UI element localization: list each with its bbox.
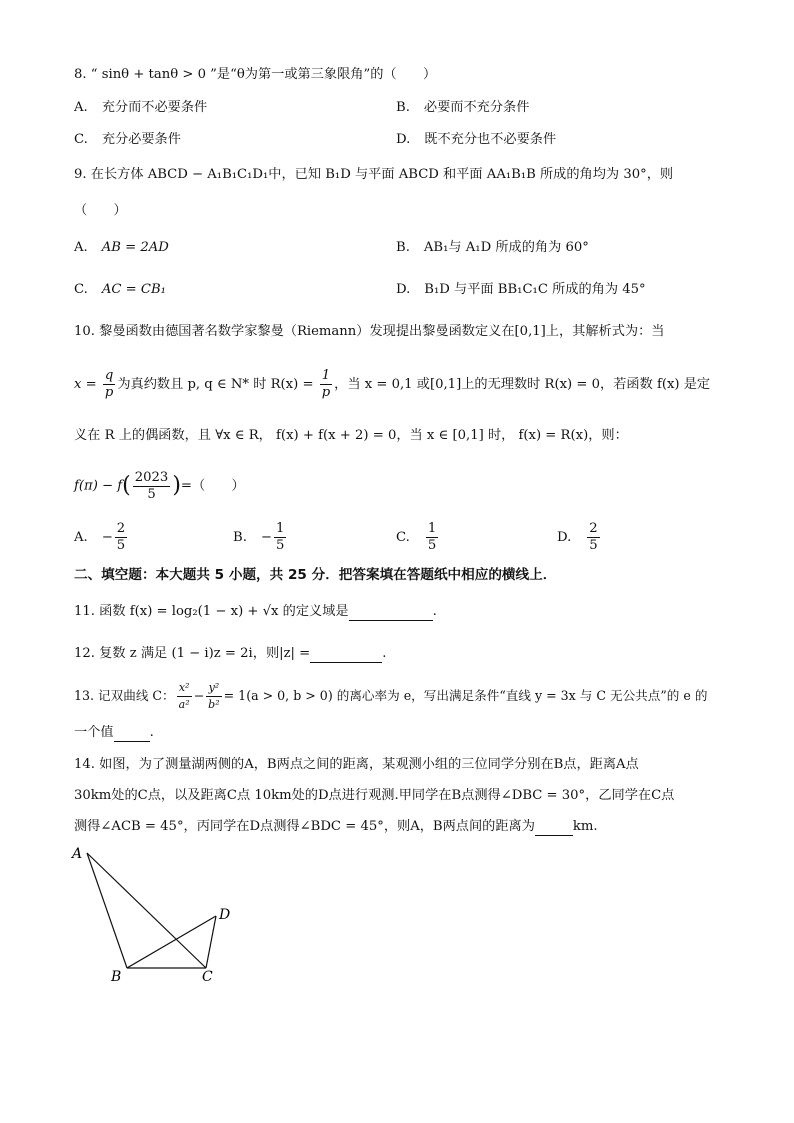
q11 xyxy=(74,603,437,621)
q10-line2 xyxy=(74,366,710,404)
option-sign: − xyxy=(101,530,113,545)
q14-unit: km. xyxy=(572,819,598,834)
q10-option-a xyxy=(74,519,129,557)
denominator: 5 xyxy=(275,538,285,553)
answer-blank[interactable] xyxy=(310,648,382,663)
q13-line1 xyxy=(74,676,707,716)
numerator: 1 xyxy=(320,368,332,385)
q9-option-a xyxy=(74,239,169,257)
q12-end: . xyxy=(382,646,387,661)
q14-line3 xyxy=(74,818,598,836)
option-label: A. xyxy=(74,100,88,115)
denominator: p xyxy=(321,385,331,400)
denominator: 5 xyxy=(589,538,598,553)
option-fraction xyxy=(274,521,286,554)
denominator: 5 xyxy=(427,538,437,553)
option-label: D. xyxy=(396,282,411,297)
numerator: 2 xyxy=(116,521,126,536)
q8-option-d xyxy=(396,131,556,149)
q12-text: 12. 复数 z 满足 (1 − i)z = 2i，则|z| = xyxy=(74,646,311,661)
option-text: AB = 2AD xyxy=(101,240,169,255)
answer-blank[interactable] xyxy=(349,606,433,621)
q8-stem: 8. “ sinθ + tanθ > 0 ”是“θ为第一或第三象限角”的（ ） xyxy=(74,67,437,82)
q13-end: . xyxy=(149,725,154,740)
q9-stem: 9. 在长方体 ABCD − A₁B₁C₁D₁中，已知 B₁D 与平面 ABCD 和平面 AA₁B₁B 所成的角均为 30°，则 xyxy=(74,167,674,182)
fraction-y2-b2 xyxy=(206,680,221,713)
numerator: y² xyxy=(206,680,221,697)
q10-option-d xyxy=(557,519,602,557)
q14-line1: 14. 如图，为了测量湖两侧的A，B两点之间的距离，某观测小组的三位同学分别在B点，距离A点 xyxy=(74,757,639,772)
option-text: 充分必要条件 xyxy=(101,132,181,147)
option-fraction xyxy=(426,521,438,554)
q13-line2 xyxy=(74,724,154,742)
option-label: B. xyxy=(396,240,410,255)
answer-blank[interactable] xyxy=(114,727,150,742)
q10-line4: f(π) − f( $\frac{2023}{5}$ )=（ ） xyxy=(74,469,245,502)
q13-line2-text: 一个值 xyxy=(74,725,114,740)
numerator: 1 xyxy=(427,521,437,536)
numerator: 1 xyxy=(275,521,285,536)
q10-line3: 义在 R 上的偶函数，且 ∀x ∈ R， f(x) + f(x + 2) = 0，当 x ∈ [0,1] 时， f(x) = R(x)，则： xyxy=(74,428,628,443)
q14-line3-text: 测得∠ACB = 45°，丙同学在D点测得∠BDC = 45°，则A，B两点间的距离为 xyxy=(74,819,535,834)
option-label: B. xyxy=(233,530,247,545)
q10-paren: =（ ） xyxy=(180,478,245,494)
minus-sign: − xyxy=(193,688,205,703)
numerator: x² xyxy=(177,680,192,697)
numerator: q xyxy=(104,368,114,383)
q13-intro: 13. 记双曲线 C： xyxy=(74,688,175,703)
option-label: B. xyxy=(396,100,410,115)
point-label-c: C xyxy=(202,969,213,985)
q12 xyxy=(74,645,386,663)
q10-expression: f(π) − f xyxy=(74,478,123,494)
segment-cd xyxy=(206,916,216,968)
segment-ab xyxy=(87,853,127,968)
option-text: AC = CB₁ xyxy=(101,282,166,297)
option-text: 必要而不充分条件 xyxy=(423,100,530,115)
segment-bd xyxy=(127,916,216,968)
q9-option-d xyxy=(396,281,646,299)
q14-line2: 30km处的C点，以及距离C点 10km处的D点进行观测.甲同学在B点测得∠DBC = 30°，乙同学在C点 xyxy=(74,788,675,803)
numerator: 2023 xyxy=(134,469,169,485)
q10-option-b xyxy=(233,519,288,557)
q8-option-a xyxy=(74,99,207,117)
q10-line2-mid: 为真约数且 p, q ∈ N* 时 R(x) = xyxy=(117,377,314,392)
q10-line1: 10. 黎曼函数由德国著名数学家黎曼（Riemann）发现提出黎曼函数定义在[0,1]上，其解析式为：当 xyxy=(74,324,665,339)
q10-line2-end: ，当 x = 0,1 或[0,1]上的无理数时 R(x) = 0，若函数 f(x) 是定 xyxy=(334,377,711,392)
option-label: A. xyxy=(74,530,88,545)
denominator: p xyxy=(104,385,114,400)
q10-x-eq: x = xyxy=(74,377,97,392)
option-label: C. xyxy=(74,132,88,147)
fraction-q-over-p xyxy=(103,368,115,401)
q10-option-c xyxy=(396,519,440,557)
option-text: AB₁与 A₁D 所成的角为 60° xyxy=(423,240,589,255)
option-sign: − xyxy=(260,530,272,545)
q8-option-c xyxy=(74,131,181,149)
triangle-figure xyxy=(60,840,250,990)
fraction-1-over-p xyxy=(320,368,332,401)
fraction-2023-over-5 xyxy=(133,470,171,503)
q9-paren: （ ） xyxy=(74,203,127,218)
option-label: D. xyxy=(557,530,572,545)
denominator: a² xyxy=(178,698,190,711)
q11-end: . xyxy=(432,604,437,619)
segment-ac xyxy=(87,853,206,968)
option-text: 充分而不必要条件 xyxy=(101,100,208,115)
option-label: D. xyxy=(396,132,411,147)
option-text: B₁D 与平面 BB₁C₁C 所成的角为 45° xyxy=(424,282,646,297)
point-label-b: B xyxy=(111,969,122,985)
denominator: 5 xyxy=(116,538,126,553)
q8-option-b xyxy=(396,99,529,117)
point-label-d: D xyxy=(219,907,231,923)
option-text: 既不充分也不必要条件 xyxy=(424,132,557,147)
q9-option-c xyxy=(74,281,166,299)
numerator: 2 xyxy=(589,521,598,536)
q13-rest: = 1(a > 0, b > 0) 的离心率为 e，写出满足条件“直线 y = 3x 与 C 无公共点”的 e 的 xyxy=(223,688,708,703)
answer-blank[interactable] xyxy=(535,821,573,836)
option-label: C. xyxy=(74,282,88,297)
denominator: 5 xyxy=(147,486,156,502)
q11-text: 11. 函数 f(x) = log₂(1 − x) + √x 的定义域是 xyxy=(74,604,349,619)
option-label: C. xyxy=(396,530,410,545)
option-fraction xyxy=(115,521,127,554)
section-heading: 二、填空题：本大题共 5 小题，共 25 分．把答案填在答题纸中相应的横线上． xyxy=(74,567,557,583)
q9-option-b xyxy=(396,239,589,257)
option-label: A. xyxy=(74,240,88,255)
fraction-x2-a2 xyxy=(177,680,192,713)
denominator: b² xyxy=(208,698,220,711)
option-fraction xyxy=(587,521,599,554)
point-label-a: A xyxy=(72,846,83,862)
